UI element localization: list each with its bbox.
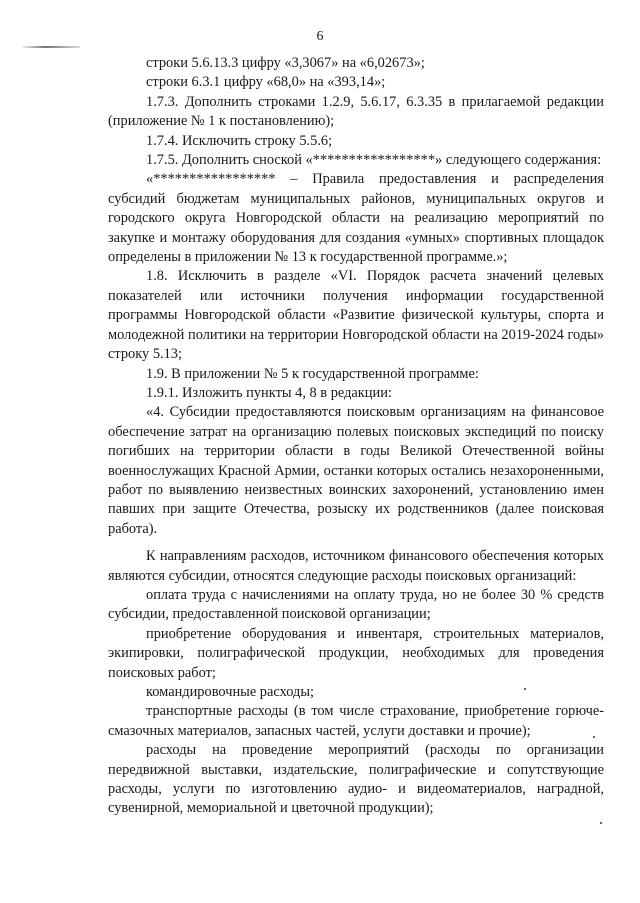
scan-dot-mark xyxy=(600,822,602,824)
page-number: 6 xyxy=(316,29,324,44)
paragraph: 1.9. В приложении № 5 к государственной программе: xyxy=(146,365,479,382)
paragraph: расходы на проведение мероприятий (расходы по организации передвижной выставки, издательские, полиграфические и сопутствующие расходы, услуги по изготовлению аудио- и видеоматериалов, наградной, сувенирной, мемориальной и цветочной продукции); xyxy=(108,742,604,817)
paragraph: 1.7.3. Дополнить строками 1.2.9, 5.6.17, 6.3.35 в прилагаемой редакции (приложение № 1 к постановлению); xyxy=(108,93,604,130)
paragraph: приобретение оборудования и инвентаря, строительных материалов, экипировки, полиграфической продукции, необходимых для проведения поисковых работ; xyxy=(108,625,604,681)
paragraph: оплата труда с начислениями на оплату труда, но не более 30 % средств субсидии, предоставленной поисковой организации; xyxy=(108,586,604,623)
paragraph: транспортные расходы (в том числе страхование, приобретение горюче-смазочных материалов, запасных частей, услуги доставки и прочие); xyxy=(108,703,604,739)
scan-smudge-mark xyxy=(22,46,80,48)
paragraph: 1.7.4. Исключить строку 5.5.6; xyxy=(146,132,333,149)
paragraph: строки 6.3.1 цифру «68,0» на «393,14»; xyxy=(146,74,386,91)
paragraph: 1.9.1. Изложить пункты 4, 8 в редакции: xyxy=(146,384,392,401)
paragraph: 1.8. Исключить в разделе «VI. Порядок расчета значений целевых показателей или источники получения информации государственной программы Новгородской области «Развитие физической культуры, спорта и молодежной политики на территории Новгородской области на 2019-2024 годы» строку 5.13; xyxy=(108,268,604,363)
paragraph: строки 5.6.13.3 цифру «3,3067» на «6,02673»; xyxy=(146,55,425,71)
document-body xyxy=(108,54,604,819)
paragraph: К направлениям расходов, источником финансового обеспечения которых являются субсидии, относятся следующие расходы поисковых организаций: xyxy=(108,548,604,584)
paragraph: «***************** – Правила предоставления и распределения субсидий бюджетам муниципальных районов, муниципальных округов и городского округа Новгородской области на реализацию мероприятий по закупке и монтажу оборудования для создания «умных» спортивных площадок определены в приложении № 13 к государственной программе.»; xyxy=(108,171,604,266)
paragraph: «4. Субсидии предоставляются поисковым организациям на финансовое обеспечение затрат на организацию полевых поисковых экспедиций по поиску погибших на территории области в годы Великой Отечественной войны военнослужащих Красной Армии, останки которых остались незахороненными, работ по выявлению неизвестных воинских захоронений, установлению имен павших при защите Отечества, розыску их родственников (далее поисковая работа). xyxy=(108,404,604,537)
paragraph: 1.7.5. Дополнить сноской «*****************» следующего содержания: xyxy=(146,152,602,169)
paragraph: командировочные расходы; xyxy=(146,684,314,700)
